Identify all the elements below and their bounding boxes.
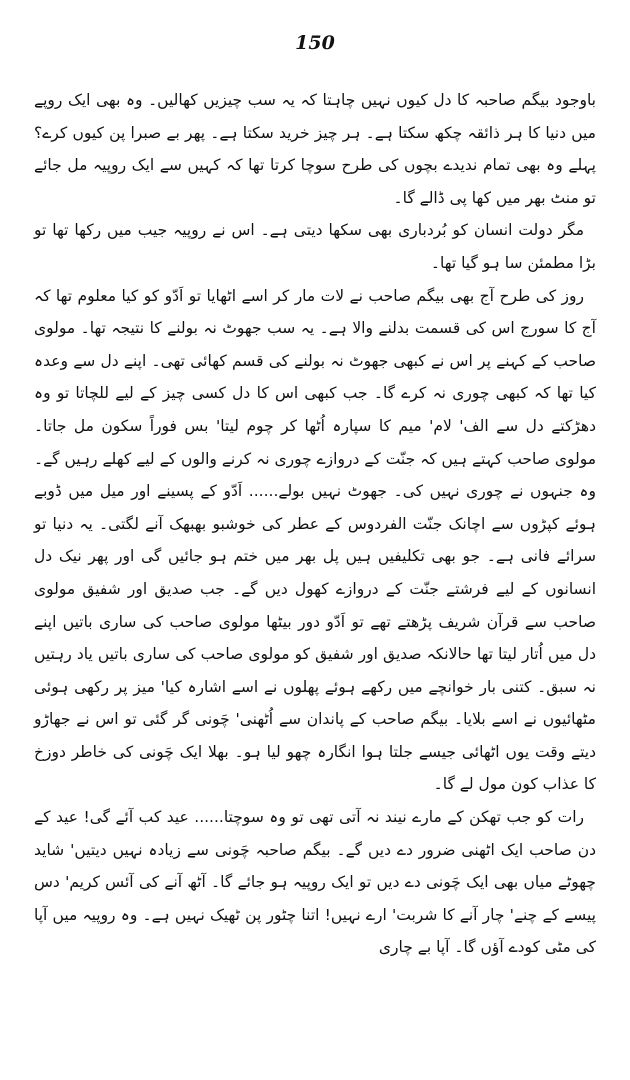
body-text: [34, 84, 596, 964]
page-number: 150: [295, 32, 335, 54]
paragraph: روز کی طرح آج بھی بیگم صاحب نے لات مار کر اسے اٹھایا تو اَدّو کو کیا معلوم تھا کہ آج کا سورج اس کی قسمت بدلنے والا ہے۔ یہ سب جھوٹ نہ بولنے کا نتیجہ تھا۔ مولوی صاحب کے کہنے پر اس نے کبھی جھوٹ نہ بولنے کی قسم کھائی تھی۔ اپنے دل سے وعدہ کیا تھا کہ کبھی چوری نہ کرے گا۔ جب کبھی اس کا دل کسی چیز کے لیے للچاتا تو وہ دھڑکتے دل سے الف' لام' میم کا سپارہ اُٹھا کر چوم لیتا' بس فوراً سکون مل جاتا۔ مولوی صاحب کہتے ہیں کہ جنّت کے دروازے چوری نہ کرنے والوں کے لیے کھلے رہیں گے۔ وہ جنہوں نے چوری نہیں کی۔ جھوٹ نہیں بولے...... اَدّو کے پسینے اور میل میں ڈوبے ہوئے کپڑوں سے اچانک جنّت الفردوس کے عطر کی خوشبو بھبھک آنے لگتی۔ یہ دنیا تو سرائے فانی ہے۔ جو بھی تکلیفیں ہیں پل بھر میں ختم ہو جائیں گی اور پھر نیک دل انسانوں کے لیے فرشتے جنّت کے دروازے کھول دیں گے۔ جب صدیق اور شفیق مولوی صاحب سے قرآن شریف پڑھتے تھے تو اَدّو دور بیٹھا مولوی صاحب کی ساری باتیں اپنے دل میں اُتار لیتا تھا حالانکہ صدیق اور شفیق کو مولوی صاحب کی ساری باتیں یاد رہتیں نہ سبق۔ کتنی بار خوانچے میں رکھے ہوئے پھلوں نے اسے اشارہ کیا' میز پر رکھی ہوئی مٹھائیوں نے اسے بلایا۔ بیگم صاحب کے پاندان سے اُٹھنی' چَونی گر گئی تو اس نے جھاڑو دیتے وقت یوں اٹھائی جیسے جلتا ہوا انگارہ چھو لیا ہو۔ بھلا ایک چَونی کی خاطر دوزخ کا عذاب کون مول لے گا۔: [34, 286, 596, 794]
paragraph: باوجود بیگم صاحبہ کا دل کیوں نہیں چاہتا کہ یہ سب چیزیں کھالیں۔ وہ بھی ایک روپے میں دنیا کا ہر ذائقہ چکھ سکتا ہے۔ ہر چیز خرید سکتا ہے۔ پھر بے صبرا پن کیوں کرے؟ پہلے وہ بھی تمام ندیدے بچوں کی طرح سوچا کرتا تھا کہ کہیں سے ایک روپیہ مل جائے تو منٹ بھر میں کھا پی ڈالے گا۔: [34, 91, 596, 207]
paragraph: مگر دولت انسان کو بُردباری بھی سکھا دیتی ہے۔ اس نے روپیہ جیب میں رکھا تھا تو بڑا مطمئن سا ہو گیا تھا۔: [34, 221, 596, 272]
paragraph: رات کو جب تھکن کے مارے نیند نہ آتی تھی تو وہ سوچتا...... عید کب آئے گی! عید کے دن صاحب ایک اٹھنی ضرور دے دیں گے۔ بیگم صاحبہ چَونی سے زیادہ نہیں دیتیں' شاید چھوٹے میاں بھی ایک چَونی دے دیں تو ایک روپیہ ہو جائے گا۔ آٹھ آنے کی آئس کریم' دس پیسے کے چنے' چار آنے کا شربت' ارے نہیں! اتنا چٹور پن ٹھیک نہیں ہے۔ وہ روپیہ میں آپا کی مٹی کودے آؤں گا۔ آپا بے چاری: [34, 808, 596, 957]
